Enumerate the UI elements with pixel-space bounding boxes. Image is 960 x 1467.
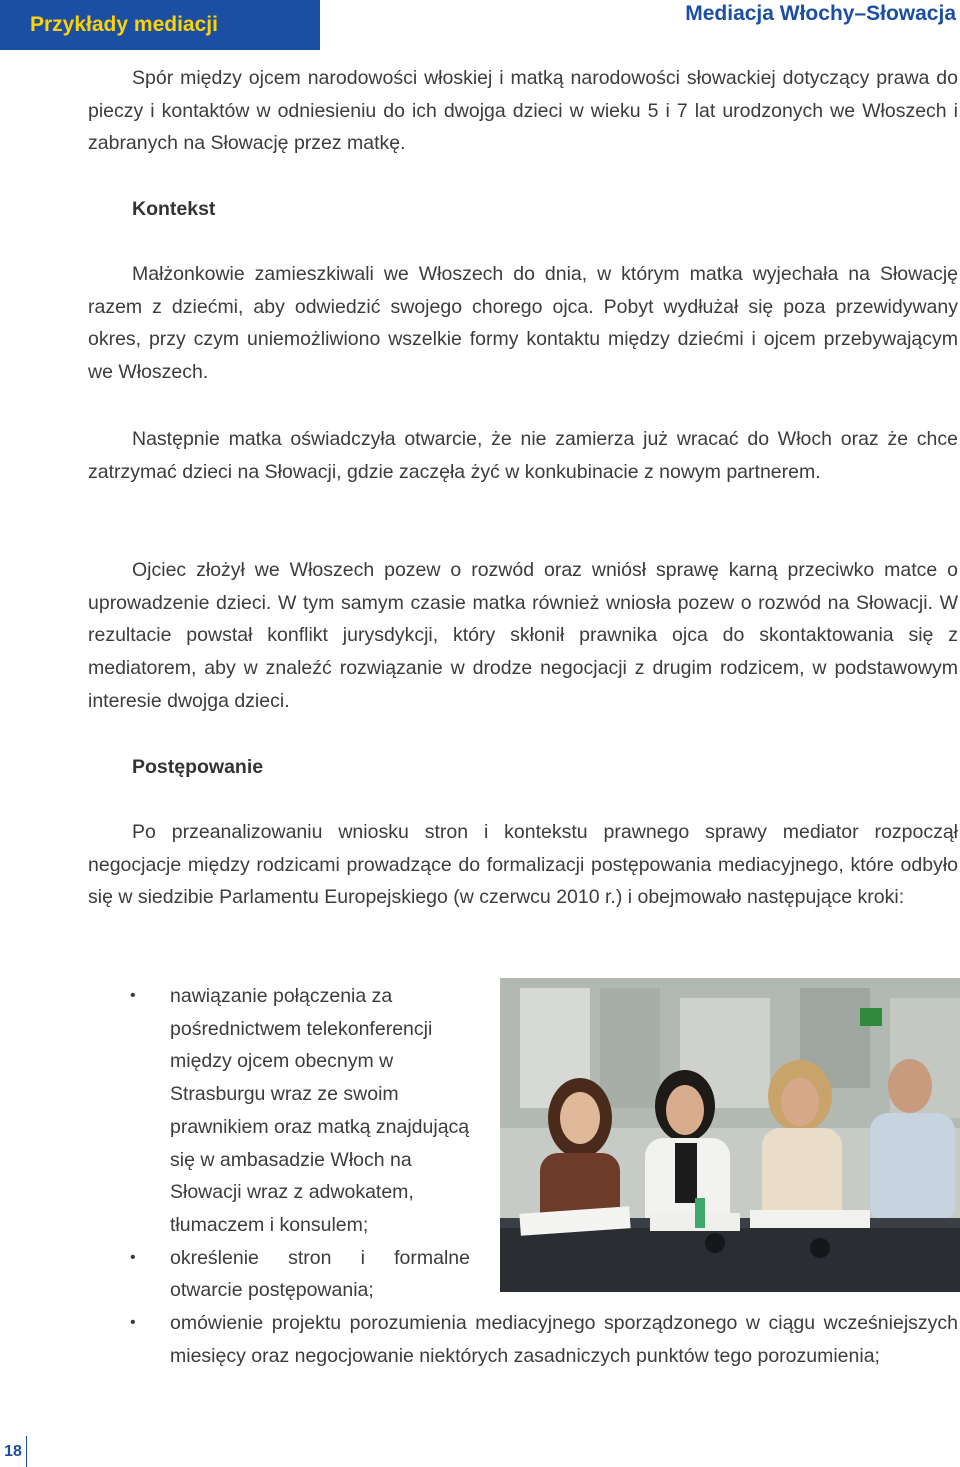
case-title: Mediacja Włochy–Słowacja: [685, 2, 956, 25]
context-paragraph-3: Ojciec złożył we Włoszech pozew o rozwód oraz wniósł sprawę karną przeciwko matce o uprowadzenie dzieci. W tym samym czasie matka również wniosła pozew o rozwód na Słowacji. W rezultacie powstał konflikt jurysdykcji, który skłonił prawnika ojca do skontaktowania się z mediatorem, aby w znaleźć rozwiązanie w drodze negocjacji z drugim rodzicem, w podstawowym interesie dwojga dzieci.: [88, 559, 958, 712]
photo-illustration: [500, 978, 960, 1292]
list-item: • omówienie projektu porozumienia mediacyjnego sporządzonego w ciągu wcześniejszych miesięcy oraz negocjowanie niektórych zasadniczych punktów tego porozumienia;: [130, 1307, 958, 1372]
section-tab: Przykłady mediacji: [0, 0, 320, 50]
page-number: 18: [4, 1443, 22, 1460]
procedure-heading: Postępowanie: [132, 756, 264, 778]
context-paragraph-2: Następnie matka oświadczyła otwarcie, że nie zamierza już wracać do Włoch oraz że chce zatrzymać dzieci na Słowacji, gdzie zaczęła żyć w konkubinacie z nowym partnerem.: [88, 428, 958, 483]
page-number-rule: [26, 1436, 27, 1467]
procedure-paragraph: Po przeanalizowaniu wniosku stron i kontekstu prawnego sprawy mediator rozpoczął negocjacje między rodzicami prowadzące do formalizacji postępowania mediacyjnego, które odbyło się w siedzibie Parlamentu Europejskiego (w czerwcu 2010 r.) i obejmowało następujące kroki:: [88, 821, 958, 909]
context-heading: Kontekst: [132, 198, 216, 220]
mediation-meeting-photo: [500, 978, 960, 1292]
context-paragraph-1: Małżonkowie zamieszkiwali we Włoszech do dnia, w którym matka wyjechała na Słowację razem z dziećmi, aby odwiedzić swojego chorego ojca. Pobyt wydłużał się poza przewidywany okres, przy czym uniemożliwiono wszelkie formy kontaktu między dziećmi i ojcem przebywającym we Włoszech.: [88, 263, 958, 384]
list-item: • określenie stron i formalne otwarcie postępowania;: [130, 1242, 470, 1307]
intro-paragraph: Spór między ojcem narodowości włoskiej i matką narodowości słowackiej dotyczący prawa do pieczy i kontaktów w odniesieniu do ich dwojga dzieci w wieku 5 i 7 lat urodzonych we Włoszech i zabranych na Słowację przez matkę.: [88, 67, 958, 155]
list-item: • nawiązanie połączenia za pośrednictwem telekonferencji między ojcem obecnym w Strasburgu wraz ze swoim prawnikiem oraz matką znajdującą się w ambasadzie Włoch na Słowacji wraz z adwokatem, tłumaczem i konsulem;: [130, 980, 470, 1242]
